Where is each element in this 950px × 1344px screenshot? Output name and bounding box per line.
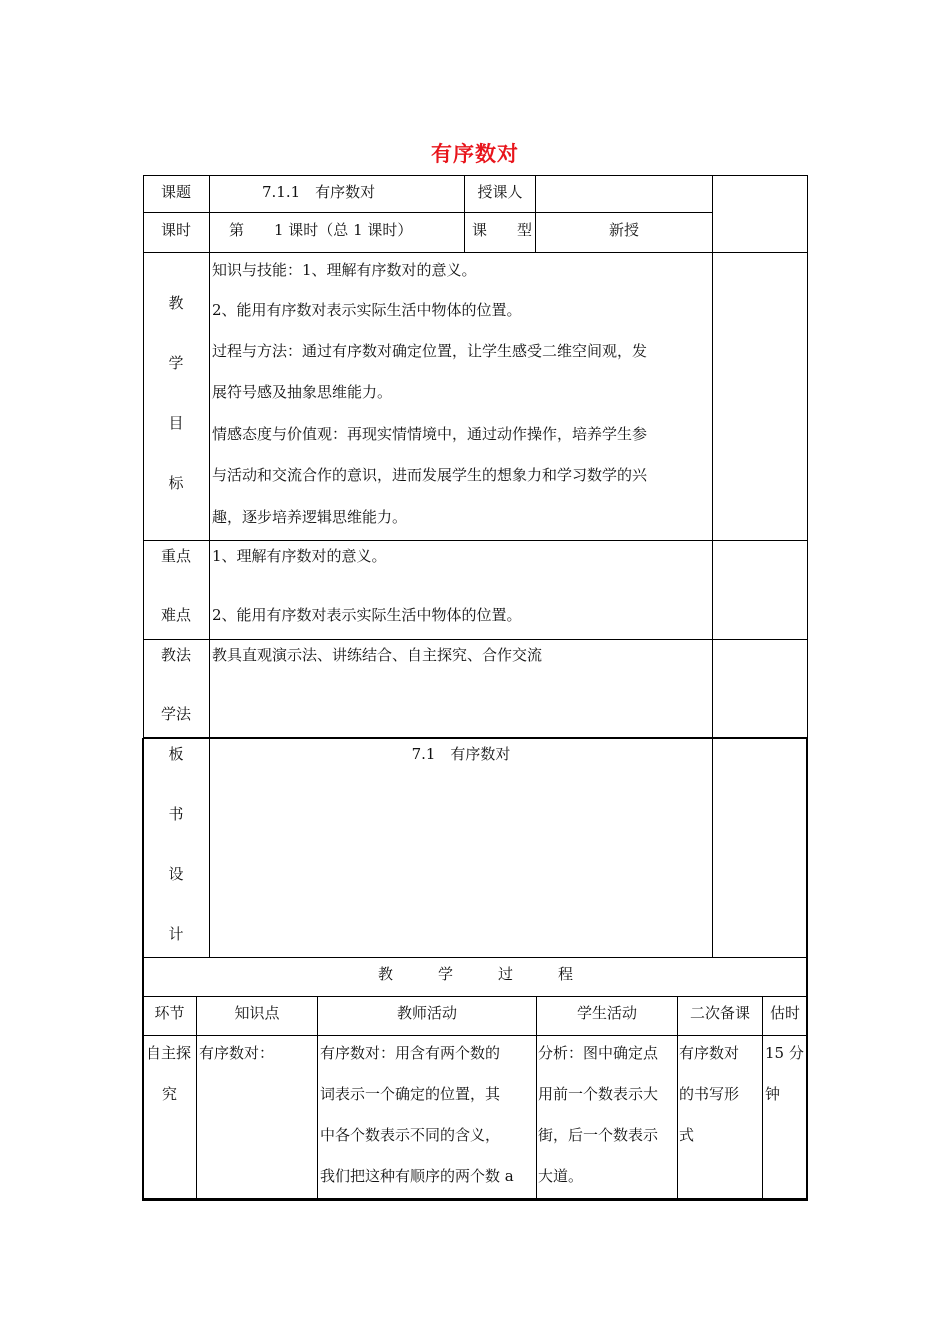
student-activity-line: 用前一个数表示大 [538, 1085, 659, 1103]
revision-line: 的书写形 [679, 1085, 740, 1103]
teacher-activity-line: 我们把这种有顺序的两个数 a [320, 1167, 514, 1185]
time-estimate: 15 分 [765, 1044, 804, 1062]
teaching-method-label: 教法 [160, 646, 191, 664]
time-estimate: 钟 [765, 1085, 781, 1103]
stage-text: 自主探 [146, 1044, 192, 1062]
objectives-line: 情感态度与价值观：再现实情情境中，通过动作操作，培养学生参 [212, 425, 648, 443]
student-activity-line: 街，后一个数表示 [538, 1126, 659, 1144]
column-divider [535, 175, 536, 252]
stage-text: 究 [161, 1085, 177, 1103]
learning-method-label: 学法 [160, 705, 191, 723]
type-label: 课 型 [472, 221, 533, 239]
objectives-line: 过程与方法：通过有序数对确定位置，让学生感受二维空间观，发 [212, 342, 648, 360]
row-divider [143, 737, 808, 739]
period-label: 课时 [160, 221, 191, 239]
column-divider [677, 996, 678, 1200]
objectives-line: 2、能用有序数对表示实际生活中物体的位置。 [212, 301, 522, 319]
board-design-label-char: 设 [168, 865, 184, 883]
row-divider [143, 252, 808, 253]
topic-value: 7.1.1 有序数对 [262, 183, 376, 201]
methods-text: 教具直观演示法、讲练结合、自主探究、合作交流 [212, 646, 543, 664]
objectives-line: 知识与技能：1、理解有序数对的意义。 [212, 261, 477, 279]
row-divider [143, 540, 808, 541]
knowledge-text: 有序数对： [199, 1044, 275, 1062]
document-title: 有序数对 [431, 142, 519, 166]
student-activity-line: 分析：图中确定点 [538, 1044, 659, 1062]
board-design-label-char: 计 [168, 925, 184, 943]
topic-label: 课题 [160, 183, 191, 201]
column-divider [712, 175, 713, 957]
row-divider [143, 639, 808, 640]
difficulties-label: 难点 [160, 606, 191, 624]
row-divider [143, 957, 808, 958]
board-design-label-char: 书 [168, 805, 184, 823]
objectives-label-char: 目 [168, 414, 184, 432]
objectives-line: 展符号感及抽象思维能力。 [212, 383, 393, 401]
student-activity-line: 大道。 [538, 1167, 584, 1185]
row-divider [143, 212, 713, 213]
revision-line: 有序数对 [679, 1044, 740, 1062]
objectives-label-char: 标 [168, 474, 184, 492]
table-bottom-border [143, 1198, 808, 1200]
column-divider [762, 996, 763, 1200]
key-point-text: 1、理解有序数对的意义。 [212, 547, 387, 565]
column-header-revision: 二次备课 [689, 1004, 750, 1022]
column-header-student: 学生活动 [576, 1004, 637, 1022]
objectives-label-char: 教 [168, 294, 184, 312]
column-header-time: 估时 [769, 1004, 800, 1022]
period-value: 第 1 课时（总 1 课时） [229, 221, 413, 239]
objectives-label-char: 学 [168, 354, 184, 372]
column-divider [536, 996, 537, 1200]
column-divider [209, 175, 210, 957]
type-value: 新授 [608, 221, 639, 239]
board-design-label-char: 板 [168, 745, 184, 763]
process-heading: 教 学 过 程 [377, 965, 573, 983]
row-divider [143, 996, 808, 997]
column-divider [317, 996, 318, 1200]
board-design-content: 7.1 有序数对 [411, 745, 511, 763]
column-header-teacher: 教师活动 [396, 1004, 457, 1022]
teacher-activity-line: 词表示一个确定的位置，其 [320, 1085, 501, 1103]
difficulty-text: 2、能用有序数对表示实际生活中物体的位置。 [212, 606, 522, 624]
teacher-activity-line: 中各个数表示不同的含义， [320, 1126, 501, 1144]
column-header-stage: 环节 [154, 1004, 185, 1022]
objectives-line: 趣，逐步培养逻辑思维能力。 [212, 508, 408, 526]
row-divider [143, 1035, 808, 1036]
column-divider [196, 996, 197, 1200]
teacher-activity-line: 有序数对：用含有两个数的 [320, 1044, 501, 1062]
teacher-label: 授课人 [477, 183, 523, 201]
revision-line: 式 [679, 1126, 695, 1144]
key-points-label: 重点 [160, 547, 191, 565]
column-header-knowledge: 知识点 [234, 1004, 280, 1022]
objectives-line: 与活动和交流合作的意识，进而发展学生的想象力和学习数学的兴 [212, 466, 648, 484]
